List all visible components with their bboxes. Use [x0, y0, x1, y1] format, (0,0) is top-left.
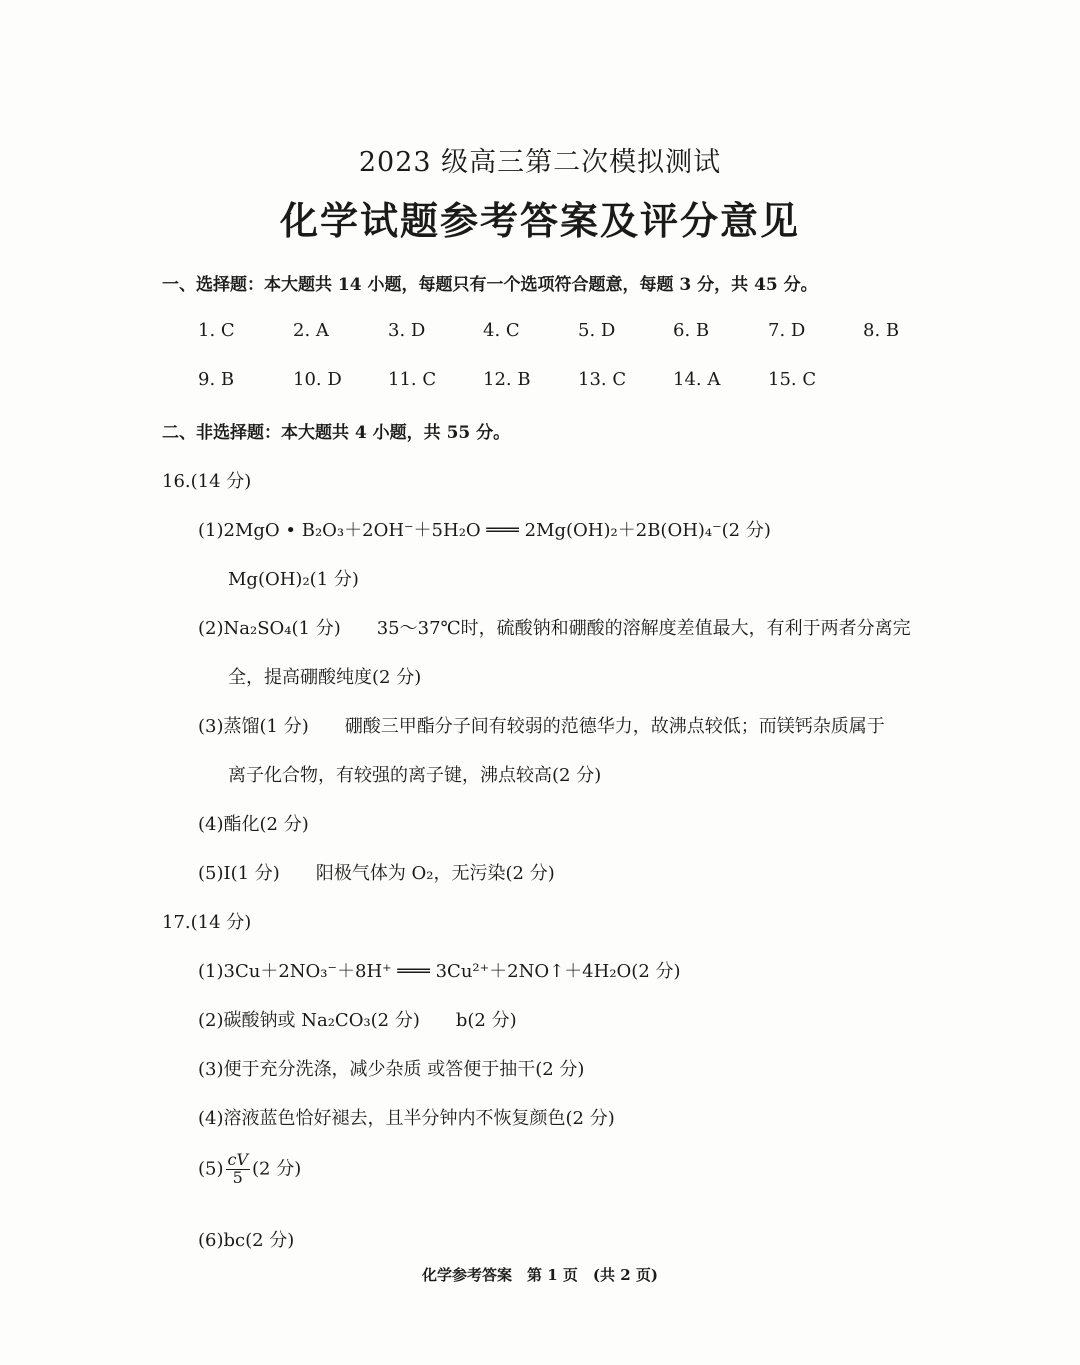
section-2-heading: 二、非选择题：本大题共 4 小题，共 55 分。	[162, 423, 511, 443]
q17-answer-line: (2)碳酸钠或 Na₂CO₃(2 分) b(2 分)	[198, 1010, 517, 1031]
section-1-heading: 一、选择题：本大题共 14 小题，每题只有一个选项符合题意，每题 3 分，共 45 分。	[162, 275, 818, 295]
mc-answer: 13. C	[578, 369, 627, 390]
mc-answer: 10. D	[293, 369, 342, 390]
question-16-header: 16.(14 分)	[162, 471, 252, 492]
fraction-numerator: cV	[227, 1150, 249, 1169]
mc-answer: 7. D	[768, 320, 806, 341]
q17-5-suffix: (2 分)	[252, 1158, 302, 1180]
mc-answer: 8. B	[863, 320, 900, 341]
q16-answer-line: Mg(OH)₂(1 分)	[228, 569, 359, 590]
q17-answer-line-fraction	[198, 1152, 301, 1187]
q16-answer-line: (3)蒸馏(1 分) 硼酸三甲酯分子间有较弱的范德华力，故沸点较低；而镁钙杂质属于	[198, 716, 885, 737]
mc-answer: 9. B	[198, 369, 235, 390]
mc-answer: 2. A	[293, 320, 329, 341]
fraction-denominator: 5	[232, 1167, 243, 1187]
mc-answer: 1. C	[198, 320, 235, 341]
exam-title: 2023 级高三第二次模拟测试	[358, 147, 722, 178]
q17-answer-line: (4)溶液蓝色恰好褪去，且半分钟内不恢复颜色(2 分)	[198, 1108, 615, 1129]
mc-answer: 3. D	[388, 320, 426, 341]
mc-answer: 4. C	[483, 320, 520, 341]
q16-answer-line: (2)Na₂SO₄(1 分) 35～37℃时，硫酸钠和硼酸的溶解度差值最大，有利于两者分离完	[198, 618, 911, 639]
q17-answer-line: (6)bc(2 分)	[198, 1230, 295, 1251]
mc-answer: 11. C	[388, 369, 437, 390]
question-17-header: 17.(14 分)	[162, 912, 252, 933]
page-footer: 化学参考答案 第 1 页 (共 2 页)	[422, 1266, 658, 1284]
mc-answer: 5. D	[578, 320, 616, 341]
q17-answer-line: (1)3Cu＋2NO₃⁻＋8H⁺ ═══ 3Cu²⁺＋2NO↑＋4H₂O(2 分)	[198, 961, 681, 982]
fraction-cv-over-5	[226, 1152, 251, 1187]
q16-answer-line: (4)酯化(2 分)	[198, 814, 309, 835]
q16-answer-line: 全，提高硼酸纯度(2 分)	[228, 667, 422, 688]
document-title: 化学试题参考答案及评分意见	[279, 198, 800, 243]
mc-answer: 14. A	[673, 369, 721, 390]
mc-answer: 15. C	[768, 369, 817, 390]
q17-answer-line: (3)便于充分洗涤，减少杂质 或答便于抽干(2 分)	[198, 1059, 585, 1080]
q16-answer-line: (1)2MgO • B₂O₃＋2OH⁻＋5H₂O ═══ 2Mg(OH)₂＋2B(OH)₄⁻(2 分)	[198, 520, 771, 541]
q16-answer-line: (5)I(1 分) 阳极气体为 O₂，无污染(2 分)	[198, 863, 555, 884]
mc-answer: 12. B	[483, 369, 531, 390]
q16-answer-line: 离子化合物，有较强的离子键，沸点较高(2 分)	[228, 765, 602, 786]
q17-5-prefix: (5)	[198, 1158, 224, 1180]
mc-answer: 6. B	[673, 320, 710, 341]
